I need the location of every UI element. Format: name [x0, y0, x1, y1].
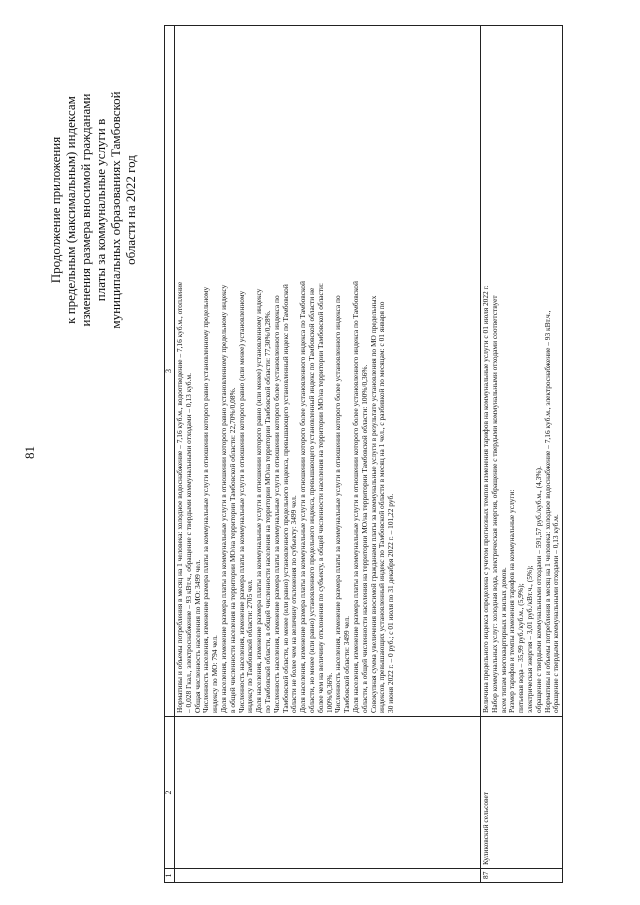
row-number: 87	[481, 869, 563, 883]
description-line: в общей численности населения на территории МО/на территории Тамбовской области: 22,70%/0,08%.	[227, 387, 237, 713]
description-line: Набор коммунальных услуг: холодная вода, электрическая энергия, обращение с твердыми коммунальными отходами соответствует	[489, 295, 499, 713]
description-line: – 0,028 Гкал., электроснабжение – 93 кВт.ч., обращение с твердыми коммунальными отходами – 0,13 куб.м.	[183, 373, 193, 713]
column-header: 1	[165, 869, 175, 883]
description-line: питьевая вода – 35,99 руб./куб.м., (5,9%);	[516, 583, 526, 713]
caption-line: Продолжение приложения	[48, 136, 63, 284]
description-line: Нормативы и объемы потребления в месяц на 1 человека: холодное водоснабжение – 7,16 куб.м., электроснабжение – 93 кВт.ч.,	[542, 310, 552, 713]
description-line: Численность населения, изменение размера платы за коммунальные услуги в отношении которого более установленного индекса по	[333, 295, 343, 713]
caption-line: платы за коммунальные услуги в	[93, 118, 108, 302]
description-line: индексов, превышающих установленный индекс по Тамбовской области в месяц на 1 чел., с разбивкой по месяцам: с 01 января по	[377, 301, 387, 713]
caption-line: области на 2022 год	[123, 155, 138, 265]
municipality-name	[175, 717, 481, 869]
description-line: 30 июня 2022 г. – 0 руб.; с 01 июля по 31 декабря 2022 г. – 101,22 руб.	[386, 493, 396, 713]
description-line: более чем на величину отклонения по субъекту, в общей численности населения на территории МО/на территории Тамбовской области:	[315, 283, 325, 713]
description-line: области не более чем на величину отклонения по субъекту: 3499 чел.	[289, 495, 299, 713]
description-line: всем типам многоквартирных и жилых домов.	[498, 567, 508, 713]
description-line: Доля населения, изменение размера платы за коммунальные услуги в отношении которого более установленного индекса по Тамбовской	[298, 281, 308, 713]
description-line: Общая численность населения по МО: 3499 чел.	[192, 559, 202, 713]
description-line: Совокупная сумма увеличения вносимой гражданами платы за коммунальные услуги в результате установления по МО предельных	[368, 295, 378, 713]
page-number: 81	[22, 446, 37, 459]
column-header: 3	[165, 26, 175, 717]
description-line: 100%/0,36%.	[324, 672, 334, 713]
description-line: по Тамбовской области, в общей численности населения на территории МО/на территории Тамбовской области: 77,30%/0,28%.	[262, 310, 272, 713]
description-line: области, в общей численности населения на территории МО/на территории Тамбовской области: 100%/0,36%.	[359, 364, 369, 713]
description-line: индексу по Тамбовской области: 2705 чел.	[245, 579, 255, 713]
municipality-name: Куликовский сельсовет	[481, 717, 563, 869]
description-line: Численность населения, изменение размера платы за коммунальные услуги в отношении которого равно (или менее) установленному	[236, 290, 246, 713]
description-line: Численность населения, изменение размера платы за коммунальные услуги в отношении которого более установленного индекса по	[271, 295, 281, 713]
column-header: 2	[165, 717, 175, 869]
description-line: Размер тарифов и темпы изменения тарифов на коммунальные услуги:	[507, 489, 517, 713]
description-line: электрическая энергия – 3,01 руб./кВт.ч., (5%);	[524, 565, 534, 713]
description-line: Величина предельного индекса определена с учетом прогнозных темпов изменения тарифов на коммунальные услуги с 01 июля 2022 г.	[481, 285, 490, 713]
description-line: Тамбовской области: 3499 чел.	[342, 616, 352, 713]
description-line: Доля населения, изменение размера платы за коммунальные услуги в отношении которого равно (или менее) установленному индексу	[254, 288, 264, 713]
row-description	[481, 26, 563, 717]
table-header-row	[165, 26, 175, 883]
caption-line: к предельным (максимальным) индексам	[63, 96, 78, 324]
row-number	[175, 869, 481, 883]
description-line: индексу по МО: 794 чел.	[210, 635, 220, 713]
description-line: Нормативы и объемы потребления в месяц на 1 человека: холодное водоснабжение – 7,16 куб.м., водоотведение – 7,16 куб.м., отопление	[175, 281, 184, 713]
caption-line: муниципальных образованиях Тамбовской	[108, 91, 123, 329]
appendix-caption	[48, 60, 138, 360]
row-description	[175, 26, 481, 717]
caption-line: изменения размера вносимой гражданами	[78, 93, 93, 327]
description-line: обращение с твердыми коммунальными отходами – 591,57 руб./куб.м., (4,3%).	[533, 466, 543, 713]
description-line: обращение с твердыми коммунальными отходами – 0,13 куб.м.	[551, 514, 561, 713]
description-line: Тамбовской области, но менее (или равно) установленного предельного индекса, превышающего установленный индекс по Тамбовской	[280, 284, 290, 713]
table-row	[175, 26, 481, 883]
table-row	[481, 26, 563, 883]
description-line: Численность населения, изменение размера платы за коммунальные услуги в отношении которого равно установленному предельному	[201, 286, 211, 713]
description-line: Доля населения, изменение размера платы за коммунальные услуги в отношении которого более установленного индекса по Тамбовской	[350, 281, 360, 713]
indices-table	[164, 25, 563, 883]
description-line: Доля населения, изменение размера платы за коммунальные услуги в отношении которого равно установленному предельному индексу	[218, 284, 228, 713]
description-line: области, но менее (или равно) установленного предельного индекса, превышающего установленный индекс по Тамбовской области не	[306, 287, 316, 713]
